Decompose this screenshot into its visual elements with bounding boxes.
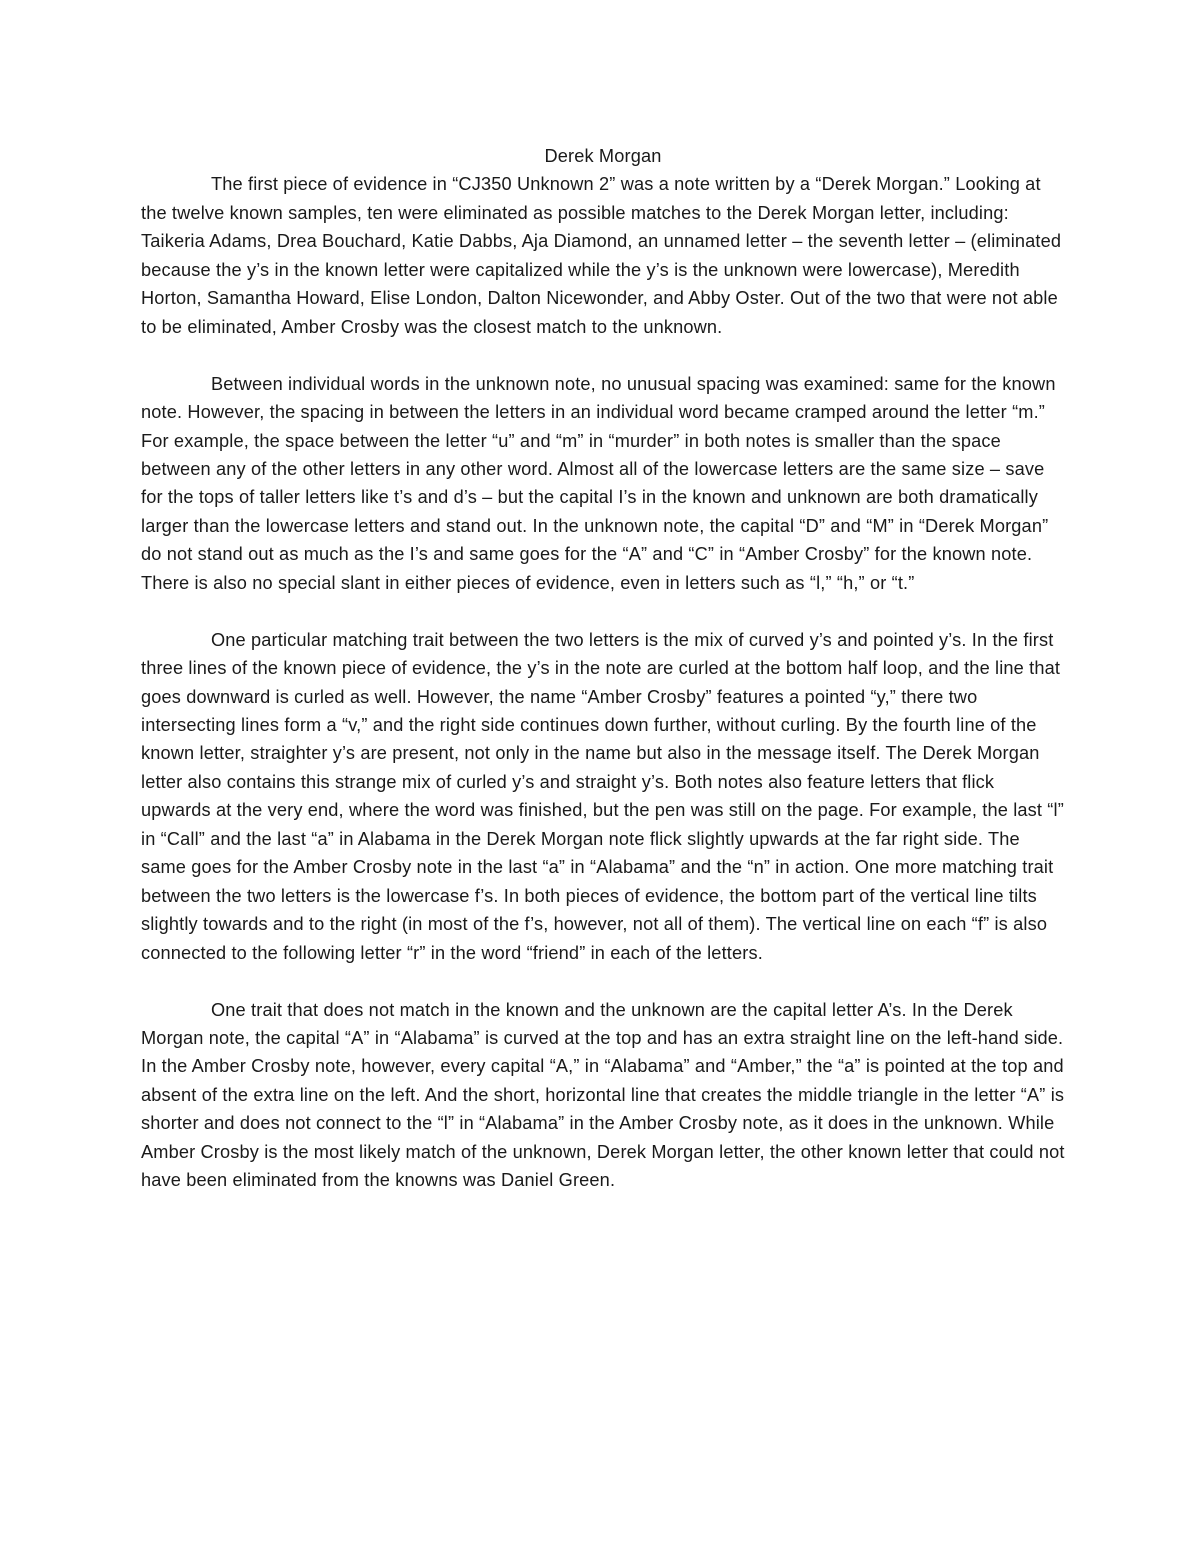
paragraph-3: One particular matching trait between the two letters is the mix of curved y’s and pointed y’s. In the first three lines of the known piece of evidence, the y’s in the note are curled at the bottom half loop, and the line that goes downward is curled as well. However, the name “Amber Crosby” features a pointed “y,” there two intersecting lines form a “v,” and the right side continues down further, without curling. By the fourth line of the known letter, straighter y’s are present, not only in the name but also in the message itself. The Derek Morgan letter also contains this strange mix of curled y’s and straight y’s. Both notes also feature letters that flick upwards at the very end, where the word was finished, but the pen was still on the page. For example, the last “l” in “Call” and the last “a” in Alabama in the Derek Morgan note flick slightly upwards at the far right side. The same goes for the Amber Crosby note in the last “a” in “Alabama” and the “n” in action. One more matching trait between the two letters is the lowercase f’s. In both pieces of evidence, the bottom part of the vertical line tilts slightly towards and to the right (in most of the f’s, however, not all of them). The vertical line on each “f” is also connected to the following letter “r” in the word “friend” in each of the letters.: [141, 629, 1064, 963]
paragraph-2: Between individual words in the unknown note, no unusual spacing was examined: same for the known note. However, the spacing in between the letters in an individual word became cramped around the letter “m.” For example, the space between the letter “u” and “m” in “murder” in both notes is smaller than the space between any of the other letters in any other word. Almost all of the lowercase letters are the same size – save for the tops of taller letters like t’s and d’s – but the capital I’s in the known and unknown are both dramatically larger than the lowercase letters and stand out. In the unknown note, the capital “D” and “M” in “Derek Morgan” do not stand out as much as the I’s and same goes for the “A” and “C” in “Amber Crosby” for the known note. There is also no special slant in either pieces of evidence, even in letters such as “l,” “h,” or “t.”: [141, 373, 1056, 593]
paragraph-1: The first piece of evidence in “CJ350 Unknown 2” was a note written by a “Derek Morgan.” Looking at the twelve known samples, ten were eliminated as possible matches to the Derek Morgan letter, including: Taikeria Adams, Drea Bouchard, Katie Dabbs, Aja Diamond, an unnamed letter – the seventh letter – (eliminated because the y’s in the known letter were capitalized while the y’s is the unknown were lowercase), Meredith Horton, Samantha Howard, Elise London, Dalton Nicewonder, and Abby Oster. Out of the two that were not able to be eliminated, Amber Crosby was the closest match to the unknown.: [141, 174, 1062, 337]
document-title: Derek Morgan: [544, 146, 662, 166]
document-body: [141, 142, 1065, 1223]
paragraph-4: One trait that does not match in the known and the unknown are the capital letter A’s. In the Derek Morgan note, the capital “A” in “Alabama” is curved at the top and has an extra straight line on the left-hand side. In the Amber Crosby note, however, every capital “A,” in “Alabama” and “Amber,” the “a” is pointed at the top and absent of the extra line on the left. And the short, horizontal line that creates the middle triangle in the letter “A” is shorter and does not connect to the “l” in “Alabama” in the Amber Crosby note, as it does in the unknown. While Amber Crosby is the most likely match of the unknown, Derek Morgan letter, the other known letter that could not have been eliminated from the knowns was Daniel Green.: [141, 999, 1065, 1191]
